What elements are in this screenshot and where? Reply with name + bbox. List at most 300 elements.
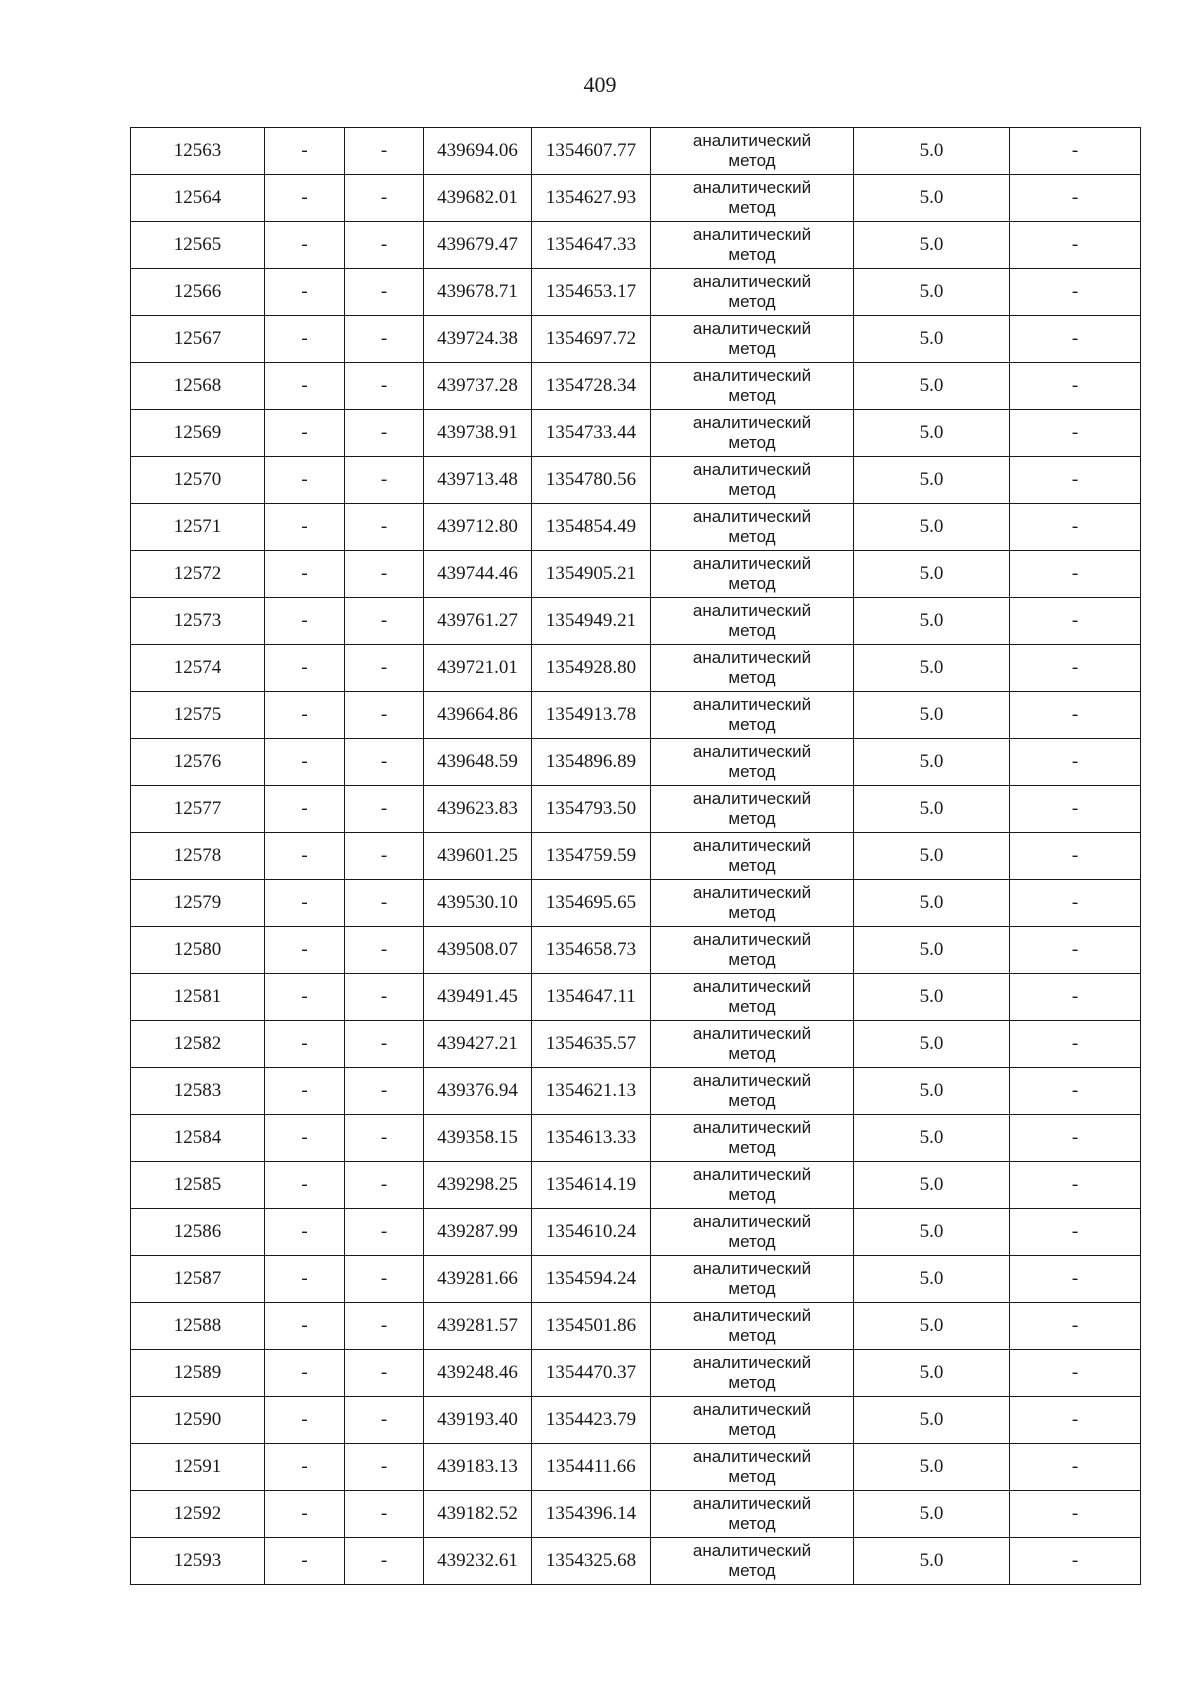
column-8-cell: - — [1010, 269, 1141, 316]
method-line-1: аналитический — [692, 1259, 812, 1278]
method-line-1: аналитический — [692, 930, 812, 949]
x-coordinate-cell: 439724.38 — [424, 316, 532, 363]
method-line-1: аналитический — [692, 883, 812, 902]
point-number-cell: 12584 — [131, 1115, 265, 1162]
x-coordinate-cell: 439682.01 — [424, 175, 532, 222]
column-3-cell: - — [345, 1021, 424, 1068]
method-cell — [651, 222, 854, 269]
column-8-cell: - — [1010, 551, 1141, 598]
point-number-cell: 12576 — [131, 739, 265, 786]
method-cell — [651, 833, 854, 880]
method-cell — [651, 551, 854, 598]
column-2-cell: - — [265, 316, 345, 363]
point-number-cell: 12588 — [131, 1303, 265, 1350]
method-line-2: метод — [728, 574, 776, 593]
point-number-cell: 12590 — [131, 1397, 265, 1444]
y-coordinate-cell: 1354793.50 — [532, 786, 651, 833]
method-cell — [651, 1350, 854, 1397]
method-line-1: аналитический — [692, 554, 812, 573]
point-number-cell: 12566 — [131, 269, 265, 316]
point-number-cell: 12586 — [131, 1209, 265, 1256]
column-8-cell: - — [1010, 175, 1141, 222]
column-8-cell: - — [1010, 1538, 1141, 1585]
accuracy-cell: 5.0 — [854, 927, 1010, 974]
point-number-cell: 12591 — [131, 1444, 265, 1491]
table-row — [131, 1115, 1141, 1162]
method-line-1: аналитический — [692, 225, 812, 244]
column-3-cell: - — [345, 1303, 424, 1350]
column-8-cell: - — [1010, 927, 1141, 974]
method-cell — [651, 128, 854, 175]
column-8-cell: - — [1010, 1068, 1141, 1115]
x-coordinate-cell: 439761.27 — [424, 598, 532, 645]
method-line-2: метод — [728, 292, 776, 311]
y-coordinate-cell: 1354610.24 — [532, 1209, 651, 1256]
y-coordinate-cell: 1354614.19 — [532, 1162, 651, 1209]
y-coordinate-cell: 1354658.73 — [532, 927, 651, 974]
column-8-cell: - — [1010, 128, 1141, 175]
x-coordinate-cell: 439679.47 — [424, 222, 532, 269]
x-coordinate-cell: 439648.59 — [424, 739, 532, 786]
accuracy-cell: 5.0 — [854, 1350, 1010, 1397]
method-line-2: метод — [728, 1279, 776, 1298]
accuracy-cell: 5.0 — [854, 1303, 1010, 1350]
column-3-cell: - — [345, 598, 424, 645]
method-line-1: аналитический — [692, 695, 812, 714]
method-cell — [651, 504, 854, 551]
method-line-2: метод — [728, 1514, 776, 1533]
column-2-cell: - — [265, 1115, 345, 1162]
point-number-cell: 12567 — [131, 316, 265, 363]
column-2-cell: - — [265, 1350, 345, 1397]
method-line-2: метод — [728, 856, 776, 875]
column-3-cell: - — [345, 316, 424, 363]
y-coordinate-cell: 1354896.89 — [532, 739, 651, 786]
method-cell — [651, 598, 854, 645]
table-row — [131, 645, 1141, 692]
point-number-cell: 12593 — [131, 1538, 265, 1585]
point-number-cell: 12587 — [131, 1256, 265, 1303]
method-line-1: аналитический — [692, 742, 812, 761]
column-2-cell: - — [265, 1256, 345, 1303]
accuracy-cell: 5.0 — [854, 128, 1010, 175]
x-coordinate-cell: 439193.40 — [424, 1397, 532, 1444]
column-2-cell: - — [265, 1397, 345, 1444]
column-8-cell: - — [1010, 504, 1141, 551]
x-coordinate-cell: 439712.80 — [424, 504, 532, 551]
point-number-cell: 12570 — [131, 457, 265, 504]
method-line-2: метод — [728, 809, 776, 828]
column-8-cell: - — [1010, 410, 1141, 457]
x-coordinate-cell: 439530.10 — [424, 880, 532, 927]
point-number-cell: 12583 — [131, 1068, 265, 1115]
column-3-cell: - — [345, 222, 424, 269]
table-row — [131, 1397, 1141, 1444]
table-row — [131, 410, 1141, 457]
column-2-cell: - — [265, 504, 345, 551]
table-row — [131, 1444, 1141, 1491]
y-coordinate-cell: 1354949.21 — [532, 598, 651, 645]
method-line-1: аналитический — [692, 366, 812, 385]
column-2-cell: - — [265, 1068, 345, 1115]
point-number-cell: 12581 — [131, 974, 265, 1021]
accuracy-cell: 5.0 — [854, 598, 1010, 645]
method-line-1: аналитический — [692, 131, 812, 150]
y-coordinate-cell: 1354607.77 — [532, 128, 651, 175]
x-coordinate-cell: 439744.46 — [424, 551, 532, 598]
y-coordinate-cell: 1354905.21 — [532, 551, 651, 598]
y-coordinate-cell: 1354728.34 — [532, 363, 651, 410]
method-line-2: метод — [728, 480, 776, 499]
column-2-cell: - — [265, 833, 345, 880]
y-coordinate-cell: 1354594.24 — [532, 1256, 651, 1303]
method-line-1: аналитический — [692, 1400, 812, 1419]
column-3-cell: - — [345, 974, 424, 1021]
method-line-2: метод — [728, 339, 776, 358]
table-row — [131, 504, 1141, 551]
column-3-cell: - — [345, 1115, 424, 1162]
point-number-cell: 12589 — [131, 1350, 265, 1397]
method-cell — [651, 880, 854, 927]
y-coordinate-cell: 1354423.79 — [532, 1397, 651, 1444]
accuracy-cell: 5.0 — [854, 1444, 1010, 1491]
y-coordinate-cell: 1354854.49 — [532, 504, 651, 551]
column-8-cell: - — [1010, 645, 1141, 692]
y-coordinate-cell: 1354396.14 — [532, 1491, 651, 1538]
point-number-cell: 12574 — [131, 645, 265, 692]
table-row — [131, 269, 1141, 316]
table-row — [131, 833, 1141, 880]
y-coordinate-cell: 1354653.17 — [532, 269, 651, 316]
method-line-2: метод — [728, 1091, 776, 1110]
x-coordinate-cell: 439298.25 — [424, 1162, 532, 1209]
table-row — [131, 128, 1141, 175]
point-number-cell: 12573 — [131, 598, 265, 645]
column-3-cell: - — [345, 739, 424, 786]
column-3-cell: - — [345, 175, 424, 222]
method-cell — [651, 1068, 854, 1115]
method-cell — [651, 269, 854, 316]
method-cell — [651, 1538, 854, 1585]
x-coordinate-cell: 439182.52 — [424, 1491, 532, 1538]
method-line-2: метод — [728, 527, 776, 546]
column-2-cell: - — [265, 1209, 345, 1256]
method-line-2: метод — [728, 386, 776, 405]
method-line-2: метод — [728, 198, 776, 217]
column-8-cell: - — [1010, 1256, 1141, 1303]
table-row — [131, 739, 1141, 786]
column-3-cell: - — [345, 1397, 424, 1444]
table-row — [131, 692, 1141, 739]
point-number-cell: 12592 — [131, 1491, 265, 1538]
column-2-cell: - — [265, 457, 345, 504]
method-line-1: аналитический — [692, 460, 812, 479]
x-coordinate-cell: 439508.07 — [424, 927, 532, 974]
accuracy-cell: 5.0 — [854, 645, 1010, 692]
accuracy-cell: 5.0 — [854, 316, 1010, 363]
method-cell — [651, 927, 854, 974]
method-cell — [651, 1021, 854, 1068]
table-row — [131, 316, 1141, 363]
y-coordinate-cell: 1354635.57 — [532, 1021, 651, 1068]
table-row — [131, 551, 1141, 598]
method-line-1: аналитический — [692, 1541, 812, 1560]
column-8-cell: - — [1010, 974, 1141, 1021]
y-coordinate-cell: 1354501.86 — [532, 1303, 651, 1350]
method-line-1: аналитический — [692, 836, 812, 855]
method-line-2: метод — [728, 433, 776, 452]
method-line-2: метод — [728, 1044, 776, 1063]
table-row — [131, 1068, 1141, 1115]
method-line-2: метод — [728, 997, 776, 1016]
method-line-2: метод — [728, 762, 776, 781]
method-cell — [651, 1491, 854, 1538]
method-cell — [651, 974, 854, 1021]
column-2-cell: - — [265, 786, 345, 833]
method-line-1: аналитический — [692, 507, 812, 526]
y-coordinate-cell: 1354613.33 — [532, 1115, 651, 1162]
column-2-cell: - — [265, 1444, 345, 1491]
y-coordinate-cell: 1354695.65 — [532, 880, 651, 927]
y-coordinate-cell: 1354325.68 — [532, 1538, 651, 1585]
method-cell — [651, 363, 854, 410]
method-line-1: аналитический — [692, 601, 812, 620]
column-2-cell: - — [265, 269, 345, 316]
method-line-2: метод — [728, 1373, 776, 1392]
column-3-cell: - — [345, 269, 424, 316]
column-8-cell: - — [1010, 739, 1141, 786]
column-3-cell: - — [345, 457, 424, 504]
x-coordinate-cell: 439376.94 — [424, 1068, 532, 1115]
x-coordinate-cell: 439287.99 — [424, 1209, 532, 1256]
x-coordinate-cell: 439664.86 — [424, 692, 532, 739]
table-row — [131, 1303, 1141, 1350]
column-2-cell: - — [265, 974, 345, 1021]
table-row — [131, 1256, 1141, 1303]
column-8-cell: - — [1010, 880, 1141, 927]
column-3-cell: - — [345, 786, 424, 833]
table-row — [131, 1209, 1141, 1256]
column-8-cell: - — [1010, 786, 1141, 833]
accuracy-cell: 5.0 — [854, 1397, 1010, 1444]
y-coordinate-cell: 1354621.13 — [532, 1068, 651, 1115]
x-coordinate-cell: 439623.83 — [424, 786, 532, 833]
accuracy-cell: 5.0 — [854, 1256, 1010, 1303]
table-row — [131, 786, 1141, 833]
column-8-cell: - — [1010, 1491, 1141, 1538]
table-row — [131, 175, 1141, 222]
accuracy-cell: 5.0 — [854, 1538, 1010, 1585]
accuracy-cell: 5.0 — [854, 363, 1010, 410]
column-3-cell: - — [345, 1350, 424, 1397]
method-line-2: метод — [728, 1232, 776, 1251]
method-line-2: метод — [728, 1185, 776, 1204]
x-coordinate-cell: 439281.66 — [424, 1256, 532, 1303]
method-cell — [651, 410, 854, 457]
method-line-2: метод — [728, 621, 776, 640]
accuracy-cell: 5.0 — [854, 1115, 1010, 1162]
x-coordinate-cell: 439738.91 — [424, 410, 532, 457]
column-3-cell: - — [345, 1162, 424, 1209]
column-2-cell: - — [265, 1162, 345, 1209]
x-coordinate-cell: 439358.15 — [424, 1115, 532, 1162]
method-line-2: метод — [728, 1138, 776, 1157]
column-2-cell: - — [265, 222, 345, 269]
column-2-cell: - — [265, 1491, 345, 1538]
column-8-cell: - — [1010, 1444, 1141, 1491]
column-8-cell: - — [1010, 692, 1141, 739]
column-8-cell: - — [1010, 316, 1141, 363]
point-number-cell: 12577 — [131, 786, 265, 833]
column-3-cell: - — [345, 1068, 424, 1115]
accuracy-cell: 5.0 — [854, 833, 1010, 880]
column-8-cell: - — [1010, 833, 1141, 880]
table-row — [131, 1538, 1141, 1585]
table-row — [131, 1162, 1141, 1209]
method-line-1: аналитический — [692, 319, 812, 338]
point-number-cell: 12582 — [131, 1021, 265, 1068]
accuracy-cell: 5.0 — [854, 269, 1010, 316]
point-number-cell: 12572 — [131, 551, 265, 598]
method-cell — [651, 316, 854, 363]
point-number-cell: 12578 — [131, 833, 265, 880]
table-row — [131, 1491, 1141, 1538]
point-number-cell: 12571 — [131, 504, 265, 551]
y-coordinate-cell: 1354411.66 — [532, 1444, 651, 1491]
column-8-cell: - — [1010, 1209, 1141, 1256]
column-3-cell: - — [345, 1256, 424, 1303]
method-line-1: аналитический — [692, 413, 812, 432]
column-8-cell: - — [1010, 598, 1141, 645]
column-3-cell: - — [345, 410, 424, 457]
method-line-2: метод — [728, 1561, 776, 1580]
accuracy-cell: 5.0 — [854, 1209, 1010, 1256]
column-2-cell: - — [265, 880, 345, 927]
column-3-cell: - — [345, 504, 424, 551]
method-line-1: аналитический — [692, 178, 812, 197]
column-3-cell: - — [345, 1491, 424, 1538]
point-number-cell: 12580 — [131, 927, 265, 974]
method-line-2: метод — [728, 1467, 776, 1486]
y-coordinate-cell: 1354733.44 — [532, 410, 651, 457]
column-2-cell: - — [265, 598, 345, 645]
accuracy-cell: 5.0 — [854, 974, 1010, 1021]
accuracy-cell: 5.0 — [854, 692, 1010, 739]
x-coordinate-cell: 439281.57 — [424, 1303, 532, 1350]
column-8-cell: - — [1010, 1162, 1141, 1209]
x-coordinate-cell: 439183.13 — [424, 1444, 532, 1491]
x-coordinate-cell: 439694.06 — [424, 128, 532, 175]
method-line-1: аналитический — [692, 1494, 812, 1513]
column-8-cell: - — [1010, 363, 1141, 410]
method-line-1: аналитический — [692, 977, 812, 996]
method-cell — [651, 739, 854, 786]
y-coordinate-cell: 1354697.72 — [532, 316, 651, 363]
column-2-cell: - — [265, 128, 345, 175]
table-row — [131, 1021, 1141, 1068]
column-2-cell: - — [265, 692, 345, 739]
method-cell — [651, 1397, 854, 1444]
column-3-cell: - — [345, 1538, 424, 1585]
column-2-cell: - — [265, 175, 345, 222]
method-cell — [651, 1444, 854, 1491]
column-2-cell: - — [265, 1303, 345, 1350]
column-2-cell: - — [265, 363, 345, 410]
column-3-cell: - — [345, 880, 424, 927]
point-number-cell: 12569 — [131, 410, 265, 457]
accuracy-cell: 5.0 — [854, 1162, 1010, 1209]
accuracy-cell: 5.0 — [854, 504, 1010, 551]
column-8-cell: - — [1010, 1350, 1141, 1397]
column-3-cell: - — [345, 645, 424, 692]
method-line-1: аналитический — [692, 1353, 812, 1372]
column-2-cell: - — [265, 410, 345, 457]
column-3-cell: - — [345, 692, 424, 739]
x-coordinate-cell: 439491.45 — [424, 974, 532, 1021]
column-8-cell: - — [1010, 1115, 1141, 1162]
method-line-2: метод — [728, 668, 776, 687]
y-coordinate-cell: 1354759.59 — [532, 833, 651, 880]
accuracy-cell: 5.0 — [854, 222, 1010, 269]
page-number: 409 — [583, 72, 617, 97]
method-line-2: метод — [728, 903, 776, 922]
x-coordinate-cell: 439721.01 — [424, 645, 532, 692]
method-line-1: аналитический — [692, 272, 812, 291]
method-cell — [651, 1303, 854, 1350]
table-row — [131, 222, 1141, 269]
accuracy-cell: 5.0 — [854, 1491, 1010, 1538]
method-line-2: метод — [728, 245, 776, 264]
method-cell — [651, 1162, 854, 1209]
point-number-cell: 12585 — [131, 1162, 265, 1209]
point-number-cell: 12568 — [131, 363, 265, 410]
x-coordinate-cell: 439678.71 — [424, 269, 532, 316]
method-cell — [651, 692, 854, 739]
table-row — [131, 1350, 1141, 1397]
method-line-2: метод — [728, 950, 776, 969]
y-coordinate-cell: 1354780.56 — [532, 457, 651, 504]
method-line-2: метод — [728, 1326, 776, 1345]
column-3-cell: - — [345, 927, 424, 974]
method-cell — [651, 1209, 854, 1256]
accuracy-cell: 5.0 — [854, 739, 1010, 786]
method-line-2: метод — [728, 151, 776, 170]
column-8-cell: - — [1010, 1303, 1141, 1350]
table-row — [131, 363, 1141, 410]
accuracy-cell: 5.0 — [854, 1021, 1010, 1068]
table-row — [131, 598, 1141, 645]
accuracy-cell: 5.0 — [854, 457, 1010, 504]
table-row — [131, 880, 1141, 927]
x-coordinate-cell: 439737.28 — [424, 363, 532, 410]
column-3-cell: - — [345, 363, 424, 410]
accuracy-cell: 5.0 — [854, 786, 1010, 833]
column-2-cell: - — [265, 739, 345, 786]
y-coordinate-cell: 1354470.37 — [532, 1350, 651, 1397]
column-8-cell: - — [1010, 222, 1141, 269]
method-line-1: аналитический — [692, 648, 812, 667]
column-8-cell: - — [1010, 1397, 1141, 1444]
x-coordinate-cell: 439713.48 — [424, 457, 532, 504]
column-3-cell: - — [345, 833, 424, 880]
x-coordinate-cell: 439601.25 — [424, 833, 532, 880]
table-row — [131, 974, 1141, 1021]
x-coordinate-cell: 439248.46 — [424, 1350, 532, 1397]
accuracy-cell: 5.0 — [854, 551, 1010, 598]
column-2-cell: - — [265, 1538, 345, 1585]
column-3-cell: - — [345, 551, 424, 598]
y-coordinate-cell: 1354647.11 — [532, 974, 651, 1021]
